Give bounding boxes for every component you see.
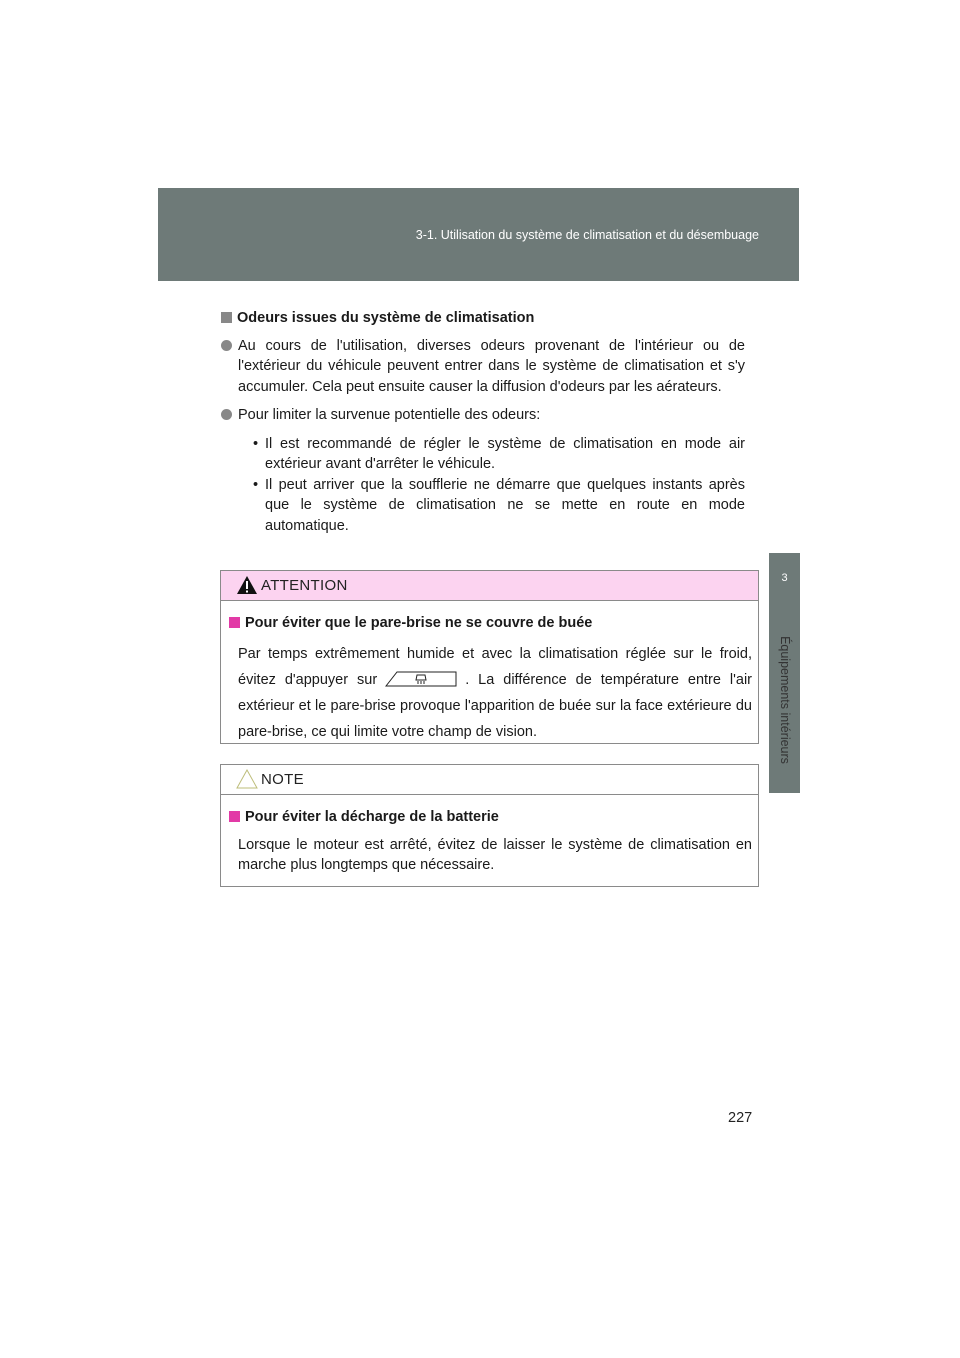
- windshield-defroster-icon: [385, 671, 457, 687]
- dot-bullet: •: [253, 435, 259, 452]
- attention-title: ATTENTION: [261, 577, 348, 594]
- dot-bullet: •: [253, 476, 259, 493]
- note-text: Lorsque le moteur est arrêté, évitez de laisser le système de climatisation en marche plus longtemps que nécessaire.: [238, 836, 752, 873]
- attention-body: [221, 601, 758, 757]
- page-number: 227: [728, 1110, 753, 1126]
- note-header: [221, 765, 758, 795]
- square-bullet-icon: [229, 617, 240, 628]
- attention-header: [221, 571, 758, 601]
- caution-outline-icon: [236, 769, 258, 789]
- square-bullet-icon: [229, 811, 240, 822]
- main-content: [221, 308, 745, 536]
- header-band: [158, 188, 799, 281]
- note-heading: Pour éviter la décharge de la batterie: [229, 807, 752, 828]
- section-title: 3-1. Utilisation du système de climatisation et du désembuage: [415, 228, 759, 242]
- section-heading: Odeurs issues du système de climatisation: [221, 308, 745, 329]
- attention-text: Par temps extrêmement humide et avec la climatisation réglée sur le froid, évitez d'appuyer sur . La différence de température entre l'air extérieur et le pare-brise provoque l'apparition de buée sur la face extérieure du pare-brise, ce qui limite votre champ de vision.: [238, 645, 752, 740]
- note-body: [221, 795, 758, 888]
- note-title: NOTE: [261, 771, 304, 788]
- chapter-label-container: [772, 610, 798, 790]
- chapter-label: Équipements intérieurs: [778, 636, 792, 764]
- sub-list-item: • Il est recommandé de régler le système de climatisation en mode air extérieur avant d'arrêter le véhicule.: [221, 434, 745, 475]
- list-item: Au cours de l'utilisation, diverses odeurs provenant de l'intérieur ou de l'extérieur du véhicule peuvent entrer dans le système de climatisation et s'y accumuler. Cela peut ensuite causer la diffusion d'odeurs par les aérateurs.: [221, 336, 745, 398]
- attention-box: [220, 570, 759, 744]
- circle-bullet-icon: [221, 340, 232, 351]
- attention-heading: Pour éviter que le pare-brise ne se couvre de buée: [229, 613, 752, 634]
- list-item: Pour limiter la survenue potentielle des odeurs:: [221, 405, 745, 426]
- warning-icon: [236, 575, 258, 595]
- sub-list-item: • Il peut arriver que la soufflerie ne démarre que quelques instants après que le système de climatisation ne se mette en route en mode automatique.: [221, 475, 745, 537]
- square-bullet-icon: [221, 312, 232, 323]
- circle-bullet-icon: [221, 409, 232, 420]
- chapter-number: 3: [781, 572, 788, 584]
- note-box: [220, 764, 759, 887]
